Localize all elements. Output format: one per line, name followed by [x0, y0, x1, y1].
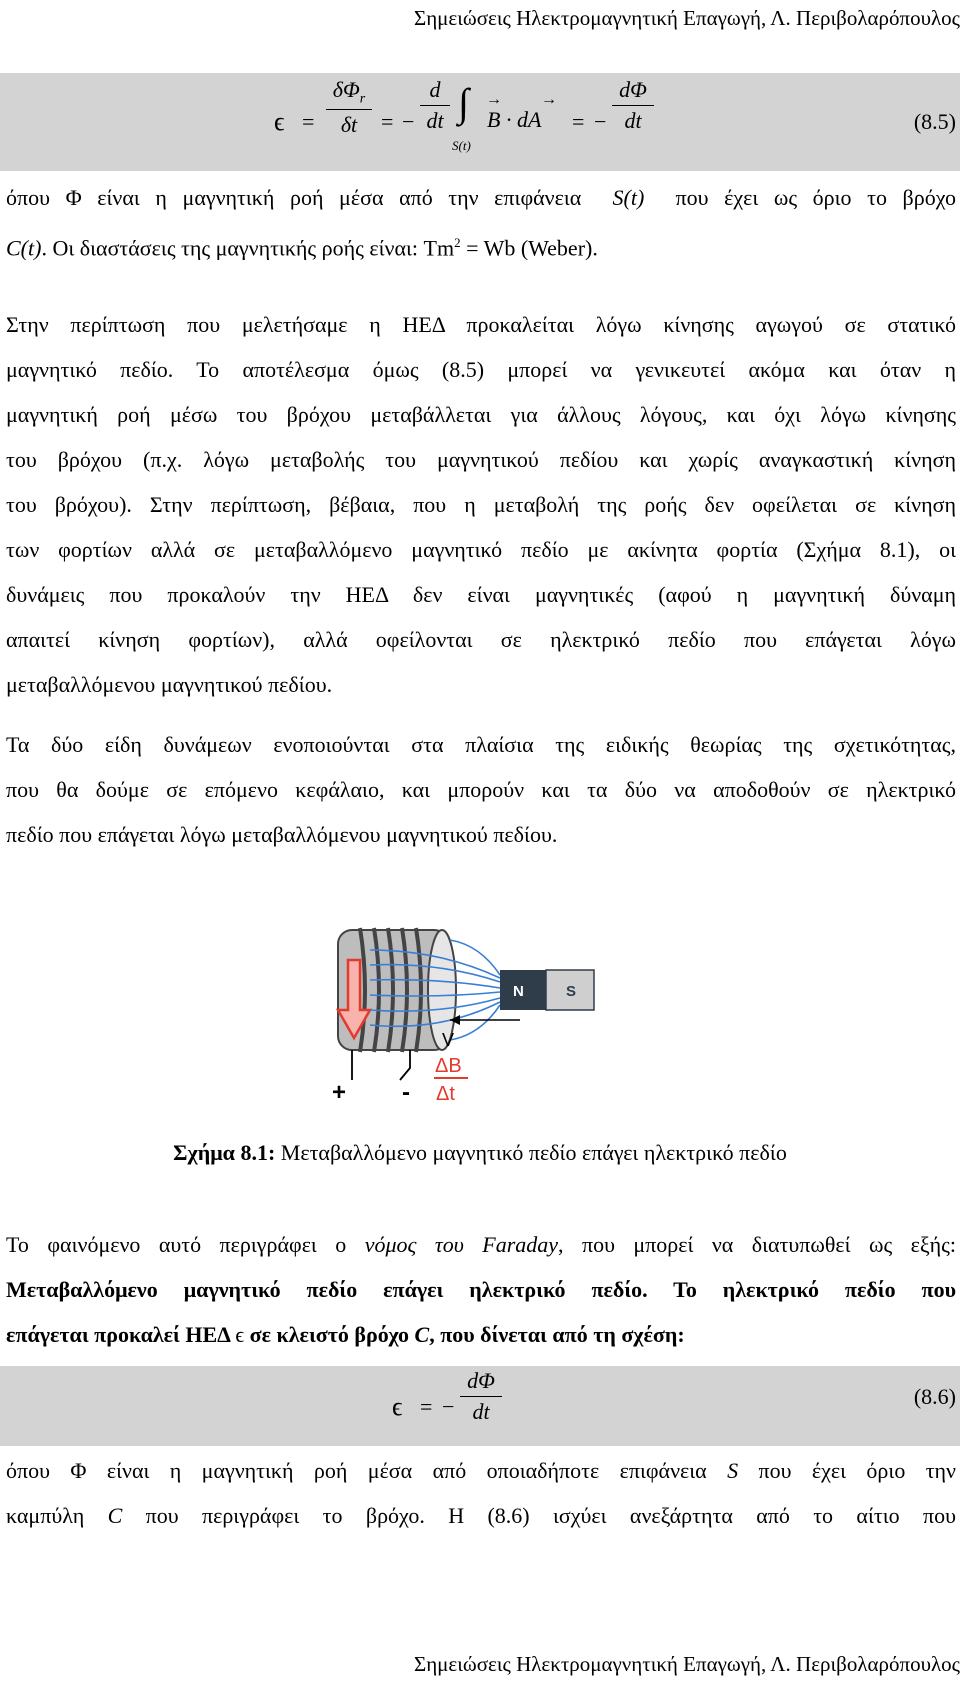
- delta-b-label: ΔB: [435, 1055, 462, 1077]
- minus-terminal: -: [402, 1079, 410, 1106]
- minus-sign: −: [402, 109, 415, 134]
- caption-label: Σχήμα 8.1:: [173, 1140, 276, 1165]
- integrand: B · dA: [487, 107, 542, 132]
- coil-leads: [352, 1050, 410, 1080]
- equals-sign: =: [420, 1394, 433, 1419]
- equals-sign: =: [381, 109, 394, 134]
- numerator-dphi: δΦ: [332, 77, 360, 102]
- magnet-s-label: S: [566, 983, 577, 1000]
- velocity-label: V: [442, 1030, 455, 1050]
- paragraph-any-surface: [6, 1448, 956, 1538]
- numerator-dPhi: dΦ: [619, 77, 647, 102]
- denominator-dt: dt: [472, 1399, 490, 1424]
- paragraph-generalization: [6, 302, 956, 707]
- minus-sign: −: [442, 1394, 455, 1419]
- vector-arrow-b: →: [486, 91, 502, 108]
- equals-sign: =: [302, 109, 315, 134]
- vector-arrow-a: →: [541, 91, 557, 108]
- equals-sign: =: [572, 109, 585, 134]
- page-header: Σημειώσεις Ηλεκτρομαγνητική Επαγωγή, Λ. Περιβολαρόπουλος: [413, 6, 960, 30]
- paragraph-line: Στην περίπτωση που μελετήσαμε η ΗΕΔ προκαλείται λόγω κίνησης αγωγού σε στατικό: [6, 312, 956, 337]
- integral-sign: ∫: [458, 80, 469, 125]
- fraction-dPhi-dt: [612, 77, 654, 134]
- integral-subscript: S(t): [452, 138, 471, 153]
- plus-terminal: +: [332, 1079, 347, 1106]
- paragraph-line: δυνάμεις που προκαλούν την ΗΕΔ δεν είναι μαγνητικές (αφού η μαγνητική δύναμη: [6, 582, 956, 607]
- paragraph-line: όπου Φ είναι η μαγνητική ροή μέσα από οποιαδήποτε επιφάνεια S που έχει όριο την: [6, 1458, 957, 1483]
- figure-caption: [0, 1140, 960, 1166]
- caption-text: Μεταβαλλόμενο μαγνητικό πεδίο επάγει ηλεκτρικό πεδίο: [275, 1140, 787, 1165]
- curve-symbol: C(t): [6, 235, 42, 261]
- emf-symbol: ϵ: [392, 1392, 403, 1421]
- paragraph-line: μαγνητικό πεδίο. Το αποτέλεσμα όμως (8.5) μπορεί να γενικευτεί ακόμα και όταν η: [6, 357, 956, 382]
- paragraph-line: Τα δύο είδη δυνάμεων ενοποιούνται στα πλαίσια της ειδικής θεωρίας της σχετικότητας,: [6, 732, 956, 757]
- page-footer: Σημειώσεις Ηλεκτρομαγνητική Επαγωγή, Λ. Περιβολαρόπουλος: [413, 1652, 960, 1676]
- minus-sign: −: [594, 109, 607, 134]
- paragraph-line: μεταβαλλόμενου μαγνητικού πεδίου.: [6, 672, 333, 697]
- paragraph-faraday-law: [6, 1222, 956, 1357]
- paragraph-flux-definition: [6, 175, 956, 270]
- paragraph-line: απαιτεί κίνηση φορτίων), αλλά οφείλονται σε ηλεκτρικό πεδίο που επάγεται λόγω: [6, 627, 956, 652]
- equation-8-5-block: [0, 73, 960, 171]
- paragraph-line: των φορτίων αλλά σε μεταβαλλόμενο μαγνητικό πεδίο με ακίνητα φορτία (Σχήμα 8.1), οι: [6, 537, 956, 562]
- paragraph-line: του βρόχου (π.χ. λόγω μεταβολής του μαγνητικού πεδίου και χωρίς αναγκαστική κίνηση: [6, 447, 956, 472]
- fraction-dphi-dt: [326, 77, 372, 138]
- delta-t-label: Δt: [436, 1083, 455, 1105]
- faraday-law-term: νόμος του Faraday: [364, 1232, 559, 1257]
- denominator-dt: dt: [624, 108, 642, 133]
- paragraph-line: πεδίο που επάγεται λόγω μεταβαλλόμενου μαγνητικού πεδίου.: [6, 822, 558, 847]
- paragraph-line: μαγνητική ροή μέσω του βρόχου μεταβάλλεται για άλλους λόγους, και όχι λόγω κίνησης: [6, 402, 956, 427]
- magnet-n-label: N: [513, 983, 524, 1000]
- denominator-dt: δt: [340, 112, 358, 138]
- fraction-d-dt: [420, 77, 450, 134]
- paragraph-line: του βρόχου). Στην περίπτωση, βέβαια, που η μεταβολή της ροής δεν οφείλεται σε κίνηση: [6, 492, 956, 517]
- surface-symbol: S(t): [612, 185, 645, 210]
- paragraph-line: C(t). Οι διαστάσεις της μαγνητικής ροής είναι: $Tm^2 = Wb$ (Weber).: [6, 235, 598, 261]
- numerator-d: d: [429, 77, 441, 102]
- paragraph-unification: [6, 722, 956, 857]
- numerator-dPhi: dΦ: [467, 1368, 495, 1393]
- paragraph-line: καμπύλη C που περιγράφει το βρόχο. Η (8.6) ισχύει ανεξάρτητα από το αίτιο που: [6, 1503, 956, 1528]
- subscript-r: r: [359, 91, 366, 107]
- paragraph-line: Το φαινόμενο αυτό περιγράφει ο νόμος του Faraday, που μπορεί να διατυπωθεί ως εξής:: [6, 1232, 956, 1257]
- paragraph-line: που θα δούμε σε επόμενο κεφάλαιο, και μπορούν και τα δύο να αποδοθούν σε ηλεκτρικό: [6, 777, 956, 802]
- equation-8-6-block: [0, 1366, 960, 1446]
- figure-coil-magnet: [330, 920, 620, 1110]
- fraction-dPhi-dt: [460, 1368, 502, 1425]
- paragraph-line: όπου Φ είναι η μαγνητική ροή μέσα από την επιφάνεια S(t) που έχει ως όριο το βρόχο: [6, 185, 957, 210]
- denominator-dt: dt: [426, 108, 444, 133]
- paragraph-line: επάγεται προκαλεί ΗΕΔ ϵ σε κλειστό βρόχο C, που δίνεται από τη σχέση:: [6, 1322, 685, 1347]
- equation-number: (8.5): [913, 109, 956, 134]
- emf-symbol: ϵ: [274, 107, 285, 136]
- equation-number: (8.6): [913, 1384, 956, 1409]
- paragraph-line: Μεταβαλλόμενο μαγνητικό πεδίο επάγει ηλεκτρικό πεδίο. Το ηλεκτρικό πεδίο που: [6, 1277, 956, 1302]
